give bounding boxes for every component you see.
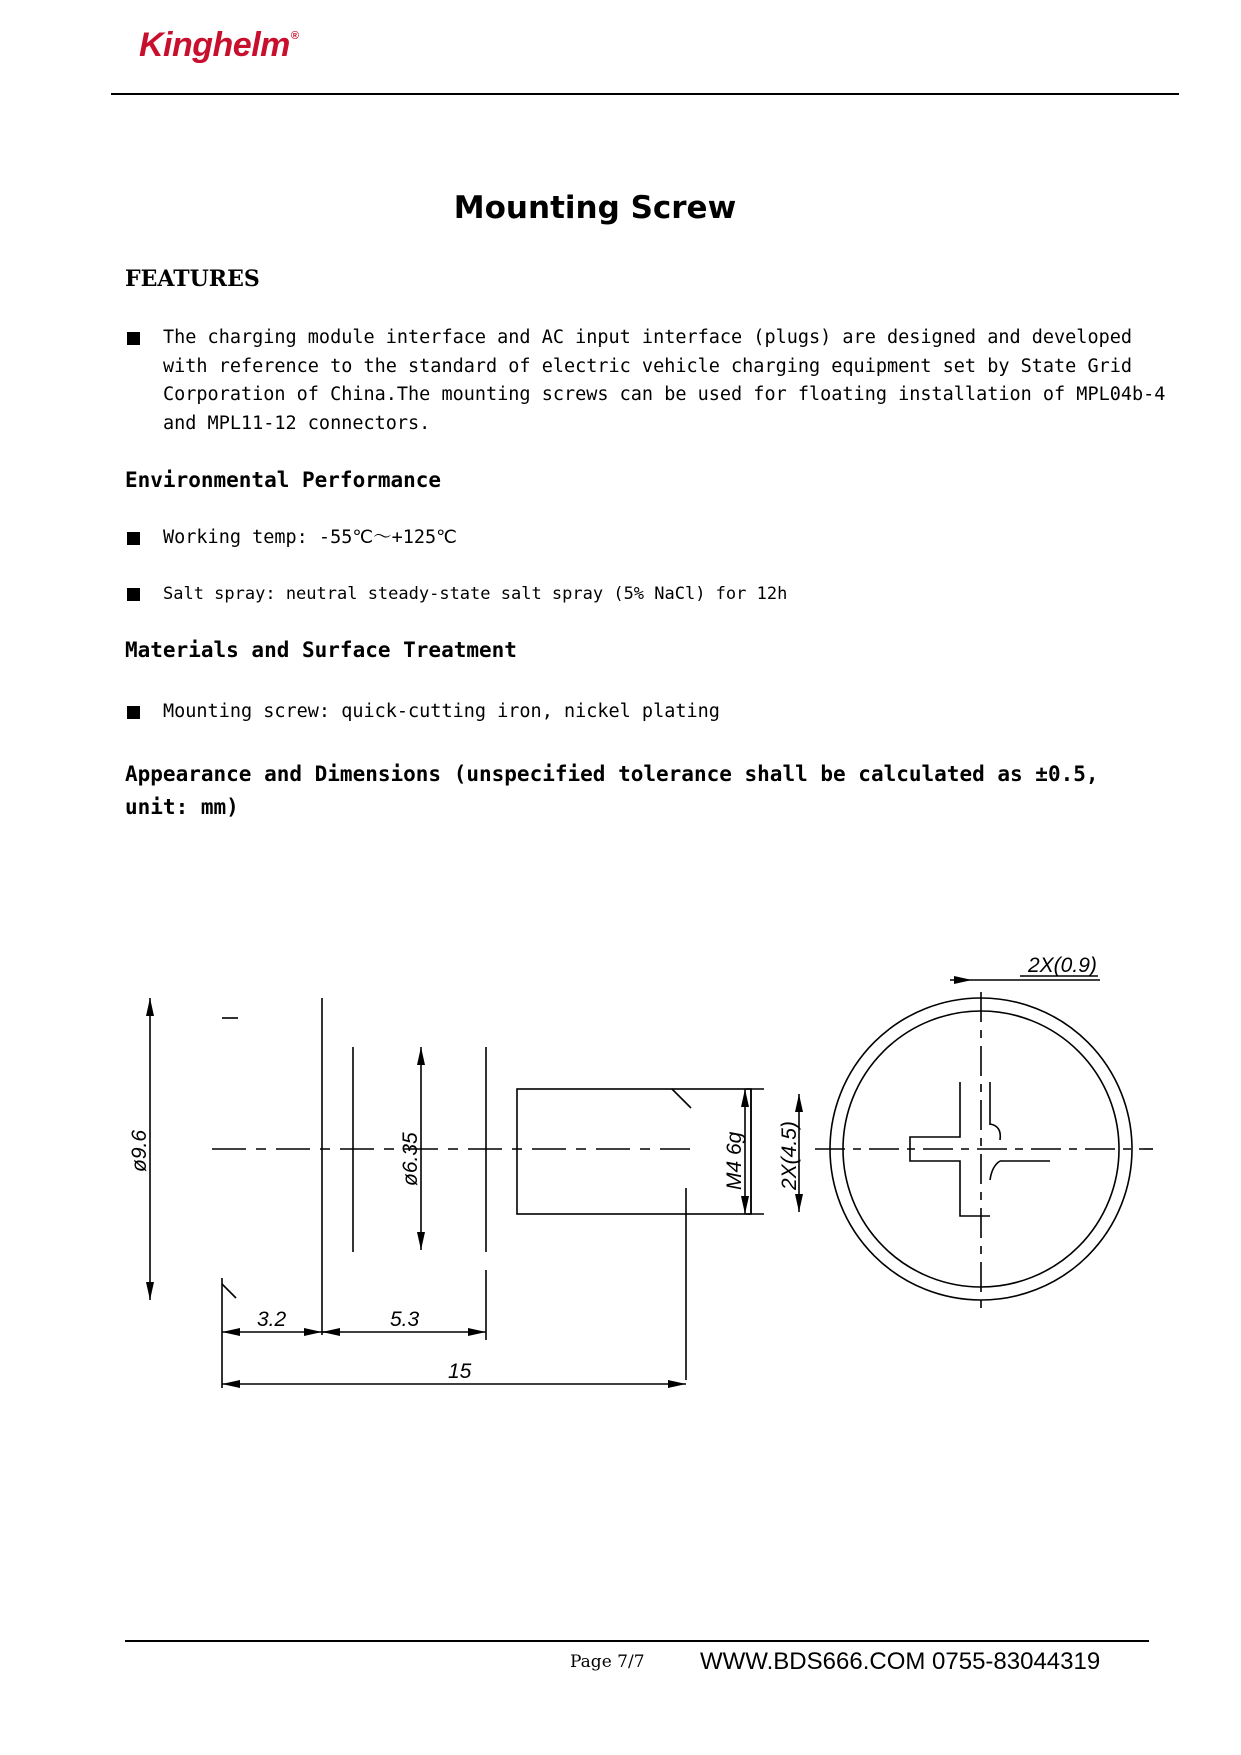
features-text: The charging module interface and AC input interface (plugs) are designed and developed with reference to the standard of electric vehicle charging equipment set by State Grid Corporation of China.The mounting screws can be used for floating installation of MPL04b-4 and MPL11-12 connectors.: [163, 327, 1166, 434]
label-total-len: 15: [448, 1360, 472, 1383]
bullet-square-icon: [127, 588, 140, 601]
screw-drawing: [0, 940, 1241, 1430]
dimensions-heading: Appearance and Dimensions (unspecified tolerance shall be calculated as ±0.5, unit: mm): [125, 762, 1099, 819]
label-shoulder-len: 5.3: [390, 1308, 420, 1331]
header-divider: [111, 93, 1179, 95]
salt-text: Salt spray: neutral steady-state salt spray (5% NaCl) for 12h: [163, 584, 788, 604]
kinghelm-logo: [139, 26, 298, 65]
footer-website: WWW.BDS666.COM 0755-83044319: [700, 1648, 1101, 1675]
temp-text: Working temp: -55℃～+125℃: [163, 527, 457, 548]
materials-heading: Materials and Surface Treatment: [125, 638, 517, 662]
page-title: Mounting Screw: [453, 190, 737, 226]
bullet-square-icon: [127, 332, 140, 345]
label-slot-width: 2X(4.5): [778, 1121, 801, 1190]
label-thread: M4 6g: [723, 1131, 746, 1190]
logo-text: Kinghelm: [139, 26, 290, 64]
registered-mark: ®: [290, 30, 299, 42]
bullet-square-icon: [127, 706, 140, 719]
environmental-heading: Environmental Performance: [125, 468, 442, 492]
footer-divider: [125, 1640, 1149, 1642]
bullet-square-icon: [127, 532, 140, 545]
label-head-len: 3.2: [257, 1308, 287, 1331]
label-slot-depth: 2X(0.9): [1028, 954, 1097, 977]
materials-text: Mounting screw: quick-cutting iron, nickel plating: [163, 701, 720, 722]
thread-body: [517, 1089, 751, 1214]
features-heading: FEATURES: [125, 266, 260, 292]
label-head-dia: ø9.6: [128, 1129, 151, 1172]
page-number: Page 7/7: [570, 1652, 645, 1672]
label-shoulder-dia: ø6.35: [399, 1132, 422, 1186]
